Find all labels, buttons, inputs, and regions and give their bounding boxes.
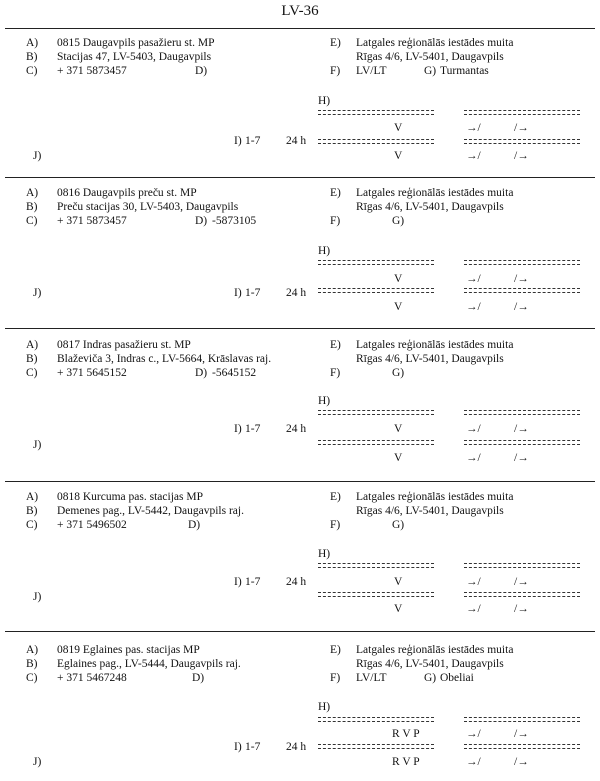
direction-arrow: →/ [466,756,481,768]
working-days: 1-7 [245,135,261,147]
label-g: G) [424,65,437,77]
label-b: B) [26,658,38,670]
traffic-type: V [394,576,403,588]
direction-arrow: →/ [466,423,481,435]
label-g: G) [392,367,405,379]
working-days: 1-7 [245,423,261,435]
direction-arrow: /→ [514,728,529,740]
label-i: I) [234,576,242,588]
label-c: C) [26,367,38,379]
post-address: Demenes pag., LV-5442, Daugavpils raj. [57,505,244,517]
label-a: A) [26,187,39,199]
post-address: Stacijas 47, LV-5403, Daugavpils [57,51,212,63]
dashed-line [464,592,580,597]
post-name: 0816 Daugavpils preču st. MP [57,187,197,199]
label-c: C) [26,672,38,684]
authority-address: Rīgas 4/6, LV-5401, Daugavpils [356,658,504,670]
label-f: F) [330,519,341,531]
label-g: G) [424,672,437,684]
label-b: B) [26,51,38,63]
dashed-line [318,563,434,568]
label-f: F) [330,672,341,684]
label-j: J) [33,287,42,299]
label-a: A) [26,339,39,351]
post-fax: -5873105 [212,215,257,227]
label-f: F) [330,215,341,227]
direction-arrow: /→ [514,423,529,435]
post-address: Preču stacijas 30, LV-5403, Daugavpils [57,201,239,213]
border-code: LV/LT [356,672,387,684]
traffic-type: R V P [392,728,420,740]
customs-post-entry [0,645,600,779]
authority-name: Latgales reģionālās iestādes muita [356,644,514,656]
direction-arrow: /→ [514,603,529,615]
customs-post-entry [0,38,600,173]
post-phone: + 371 5467248 [57,672,127,684]
working-hours: 24 h [286,135,307,147]
traffic-type: V [394,150,403,162]
dashed-line [464,563,580,568]
working-days: 1-7 [245,741,261,753]
label-h: H) [318,548,331,560]
dashed-line [464,110,580,115]
label-j: J) [33,439,42,451]
label-c: C) [26,519,38,531]
dashed-line [318,139,434,144]
customs-post-entry [0,188,600,323]
neighbor-post: Turmantas [440,65,489,77]
direction-arrow: /→ [514,273,529,285]
label-d: D) [192,672,205,684]
direction-arrow: →/ [466,728,481,740]
authority-address: Rīgas 4/6, LV-5401, Daugavpils [356,51,504,63]
label-b: B) [26,201,38,213]
label-i: I) [234,287,242,299]
label-i: I) [234,423,242,435]
post-address: Eglaines pag., LV-5444, Daugavpils raj. [57,658,241,670]
authority-name: Latgales reģionālās iestādes muita [356,491,514,503]
working-hours: 24 h [286,741,307,753]
dashed-line [318,592,434,597]
dashed-line [464,288,580,293]
label-a: A) [26,37,39,49]
label-h: H) [318,701,331,713]
label-e: E) [330,491,341,503]
label-d: D) [195,367,208,379]
dashed-line [464,410,580,415]
traffic-type: V [394,423,403,435]
post-phone: + 371 5496502 [57,519,127,531]
working-hours: 24 h [286,423,307,435]
label-a: A) [26,491,39,503]
neighbor-post: Obeliai [440,672,474,684]
section-divider [5,631,595,632]
label-i: I) [234,741,242,753]
customs-post-entry [0,492,600,627]
label-b: B) [26,353,38,365]
direction-arrow: →/ [466,301,481,313]
direction-arrow: /→ [514,576,529,588]
traffic-type: V [394,273,403,285]
section-divider [5,481,595,482]
label-c: C) [26,65,38,77]
label-b: B) [26,505,38,517]
dashed-line [318,744,434,749]
working-hours: 24 h [286,576,307,588]
traffic-type: V [394,122,403,134]
working-hours: 24 h [286,287,307,299]
post-fax: -5645152 [212,367,257,379]
dashed-line [464,744,580,749]
dashed-line [318,260,434,265]
label-e: E) [330,37,341,49]
section-divider [5,28,595,29]
label-d: D) [195,215,208,227]
authority-address: Rīgas 4/6, LV-5401, Daugavpils [356,505,504,517]
post-phone: + 371 5873457 [57,215,127,227]
dashed-line [464,717,580,722]
post-name: 0818 Kurcuma pas. stacijas MP [57,491,203,503]
label-i: I) [234,135,242,147]
label-h: H) [318,245,331,257]
working-days: 1-7 [245,287,261,299]
label-a: A) [26,644,39,656]
label-d: D) [195,65,208,77]
label-f: F) [330,65,341,77]
label-e: E) [330,339,341,351]
post-address: Blaževiča 3, Indras c., LV-5664, Krāslavas raj. [57,353,272,365]
post-phone: + 371 5645152 [57,367,127,379]
dashed-line [318,440,434,445]
traffic-type: V [394,452,403,464]
traffic-type: R V P [392,756,420,768]
direction-arrow: /→ [514,150,529,162]
direction-arrow: /→ [514,756,529,768]
label-e: E) [330,187,341,199]
label-j: J) [33,150,42,162]
authority-name: Latgales reģionālās iestādes muita [356,187,514,199]
dashed-line [318,410,434,415]
direction-arrow: →/ [466,122,481,134]
post-name: 0819 Eglaines pas. stacijas MP [57,644,200,656]
label-j: J) [33,756,42,768]
authority-address: Rīgas 4/6, LV-5401, Daugavpils [356,201,504,213]
dashed-line [464,440,580,445]
section-divider [5,328,595,329]
dashed-line [464,139,580,144]
direction-arrow: →/ [466,576,481,588]
direction-arrow: /→ [514,301,529,313]
authority-name: Latgales reģionālās iestādes muita [356,37,514,49]
direction-arrow: /→ [514,122,529,134]
label-g: G) [392,519,405,531]
label-g: G) [392,215,405,227]
label-h: H) [318,395,331,407]
label-f: F) [330,367,341,379]
traffic-type: V [394,301,403,313]
label-e: E) [330,644,341,656]
label-h: H) [318,95,331,107]
direction-arrow: →/ [466,150,481,162]
direction-arrow: →/ [466,452,481,464]
direction-arrow: /→ [514,452,529,464]
label-j: J) [33,591,42,603]
post-phone: + 371 5873457 [57,65,127,77]
direction-arrow: →/ [466,603,481,615]
traffic-type: V [394,603,403,615]
authority-address: Rīgas 4/6, LV-5401, Daugavpils [356,353,504,365]
customs-post-entry [0,340,600,475]
page-title: LV-36 [281,3,319,19]
dashed-line [464,260,580,265]
dashed-line [318,717,434,722]
direction-arrow: →/ [466,273,481,285]
post-name: 0817 Indras pasažieru st. MP [57,339,191,351]
label-c: C) [26,215,38,227]
dashed-line [318,110,434,115]
label-d: D) [188,519,201,531]
dashed-line [318,288,434,293]
working-days: 1-7 [245,576,261,588]
post-name: 0815 Daugavpils pasažieru st. MP [57,37,215,49]
section-divider [5,177,595,178]
authority-name: Latgales reģionālās iestādes muita [356,339,514,351]
border-code: LV/LT [356,65,387,77]
